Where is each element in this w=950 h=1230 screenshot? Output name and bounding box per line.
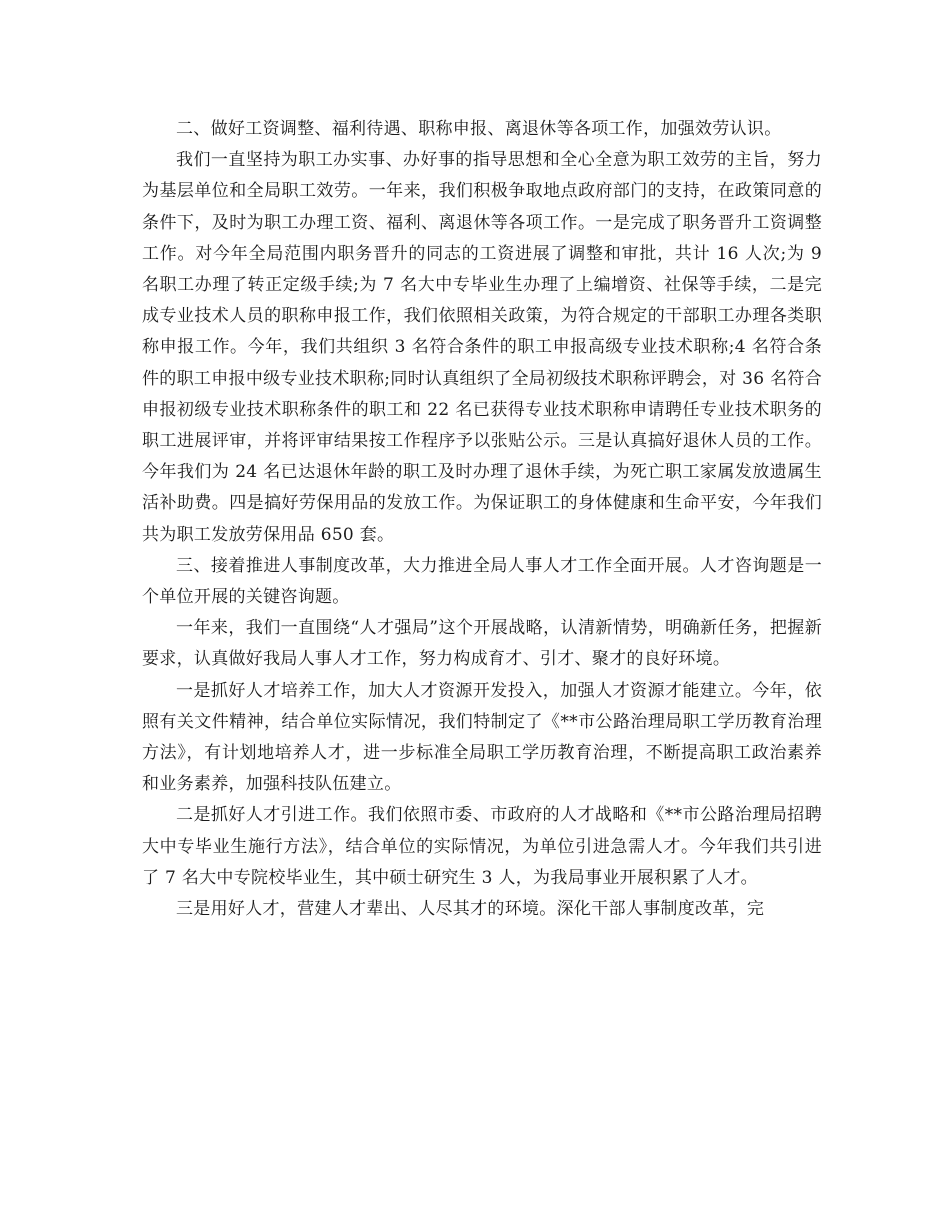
body-paragraph: 二是抓好人才引进工作。我们依照市委、市政府的人才战略和《**市公路治理局招聘大中专毕业生施行方法》，结合单位的实际情况，为单位引进急需人才。今年我们共引进了 7 名大中专院校毕业生，其中硕士研究生 3 人，为我局事业开展积累了人才。: [142, 805, 822, 888]
section-heading-two: 二、做好工资调整、福利待遇、职称申报、离退休等各项工作，加强效劳认识。: [176, 119, 782, 139]
body-paragraph: 一年来，我们一直围绕“人才强局”这个开展战略，认清新情势，明确新任务，把握新要求，认真做好我局人事人才工作，努力构成育才、引才、聚才的良好环境。: [142, 618, 822, 670]
body-paragraph: 三是用好人才，营建人才辈出、人尽其才的环境。深化干部人事制度改革，完: [176, 899, 765, 920]
body-paragraph: 一是抓好人才培养工作，加大人才资源开发投入，加强人才资源才能建立。今年，依照有关文件精神，结合单位实际情况，我们特制定了《**市公路治理局职工学历教育治理方法》，有计划地培养人才，进一步标准全局职工学历教育治理，不断提高职工政治素养和业务素养，加强科技队伍建立。: [142, 680, 822, 795]
body-paragraph: 我们一直坚持为职工办实事、办好事的指导思想和全心全意为职工效劳的主旨，努力为基层单位和全局职工效劳。一年来，我们积极争取地点政府部门的支持，在政策同意的条件下，及时为职工办理工资、福利、离退休等各项工作。一是完成了职务晋升工资调整工作。对今年全局范围内职务晋升的同志的工资进展了调整和审批，共计 16 人次;为 9 名职工办理了转正定级手续;为 7 名大中专毕业生办理了上编增资、社保等手续，二是完成专业技术人员的职称申报工作，我们依照相关政策，为符合规定的干部职工办理各类职称申报工作。今年，我们共组织 3 名符合条件的职工申报高级专业技术职称;4 名符合条件的职工申报中级专业技术职称;同时认真组织了全局初级技术职称评聘会，对 36 名符合申报初级专业技术职称条件的职工和 22 名已获得专业技术职称申请聘任专业技术职务的职工进展评审，并将评审结果按工作程序予以张贴公示。三是认真搞好退休人员的工作。今年我们为 24 名已达退休年龄的职工及时办理了退休手续，为死亡职工家属发放遗属生活补助费。四是搞好劳保用品的发放工作。为保证职工的身体健康和生命平安，今年我们共为职工发放劳保用品 650 套。: [142, 150, 822, 545]
document-body: [142, 114, 822, 925]
section-heading-three: 三、接着推进人事制度改革，大力推进全局人事人才工作全面开展。人才咨询题是一个单位开展的关键咨询题。: [142, 555, 822, 608]
